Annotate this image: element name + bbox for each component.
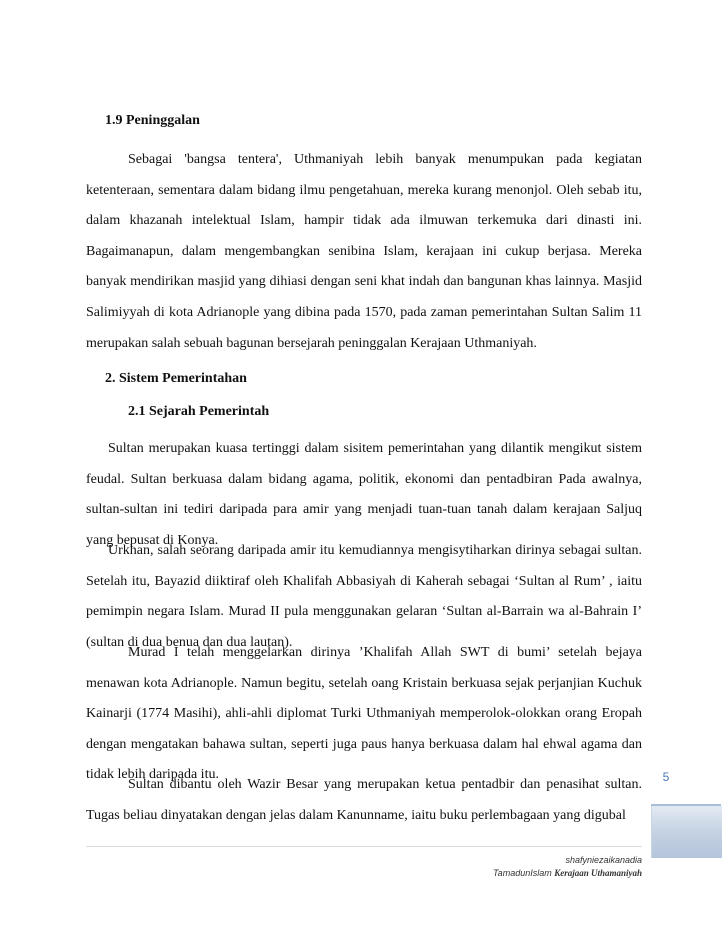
footer-title-prefix: TamadunIslam (493, 868, 555, 878)
page-tab-gradient (651, 806, 722, 858)
section-heading-peninggalan: 1.9 Peninggalan (105, 113, 200, 128)
paragraph-wazir-besar: Sultan dibantu oleh Wazir Besar yang merupakan ketua pentadbir dan penasihat sultan. Tugas beliau dinyatakan dengan jelas dalam Kanunname, iaitu buku perlembagaan yang digubal (86, 777, 642, 823)
footer-title (493, 868, 642, 878)
page-number-tab (651, 760, 721, 858)
footer-rule (86, 846, 642, 847)
paragraph-peninggalan: Sebagai 'bangsa tentera', Uthmaniyah lebih banyak menumpukan pada kegiatan ketenteraan, sementara dalam bidang ilmu pengetahuan, mereka kurang menonjol. Oleh sebab itu, dalam khazanah intelektual Islam, hampir tidak ada ilmuwan terkemuka dari dinasti ini. Bagaimanapun, dalam mengembangkan senibina Islam, kerajaan ini cukup berjasa. Mereka banyak mendirikan masjid yang dihiasi dengan seni khat indah dan bangunan khas lainnya. Masjid Salimiyyah di kota Adrianople yang dibina pada 1570, pada zaman pemerintahan Sultan Salim 11 merupakan salah sebuah bagunan bersejarah peninggalan Kerajaan Uthmaniyah. (86, 152, 642, 351)
footer-title-emph: Kerajaan Uthamaniyah (554, 868, 642, 878)
paragraph-sultan-kuasa: Sultan merupakan kuasa tertinggi dalam sisitem pemerintahan yang dilantik mengikut sistem feudal. Sultan berkuasa dalam bidang agama, politik, ekonomi dan pentadbiran Pada awalnya, sultan-sultan ini tediri daripada para amir yang menjadi tuan-tuan tanah dalam kerajaan Saljuq yang bepusat di Konya. (86, 441, 642, 548)
paragraph-urkhan: Urkhan, salah seorang daripada amir itu kemudiannya mengisytiharkan dirinya sebagai sultan. Setelah itu, Bayazid diiktiraf oleh Khalifah Abbasiyah di Kaherah sebagai ‘Sultan al Rum’ , iaitu pemimpin negara Islam. Murad II pula menggunakan gelaran ‘Sultan al-Barrain wa al-Bahrain I’ (sultan di dua benua dan dua lautan). (86, 543, 642, 650)
page-number: 5 (662, 770, 670, 784)
section-heading-sistem-pemerintahan: 2. Sistem Pemerintahan (105, 371, 247, 386)
paragraph-murad: Murad I telah menggelarkan dirinya ’Khalifah Allah SWT di bumi’ setelah bejaya menawan kota Adrianople. Namun begitu, setelah oang Kristain berkuasa sejak perjanjian Kuchuk Kainarji (1774 Masihi), ahli-ahli diplomat Turki Uthmaniyah memperolok-olokkan orang Eropah dengan mengatakan bahawa sultan, seperti juga paus hanya berkuasa dalam hal ehwal agama dan tidak lebih daripada itu. (86, 645, 642, 783)
subsection-heading-sejarah-pemerintah: 2.1 Sejarah Pemerintah (128, 404, 270, 419)
footer-author: shafyniezaikanadia (565, 855, 642, 865)
